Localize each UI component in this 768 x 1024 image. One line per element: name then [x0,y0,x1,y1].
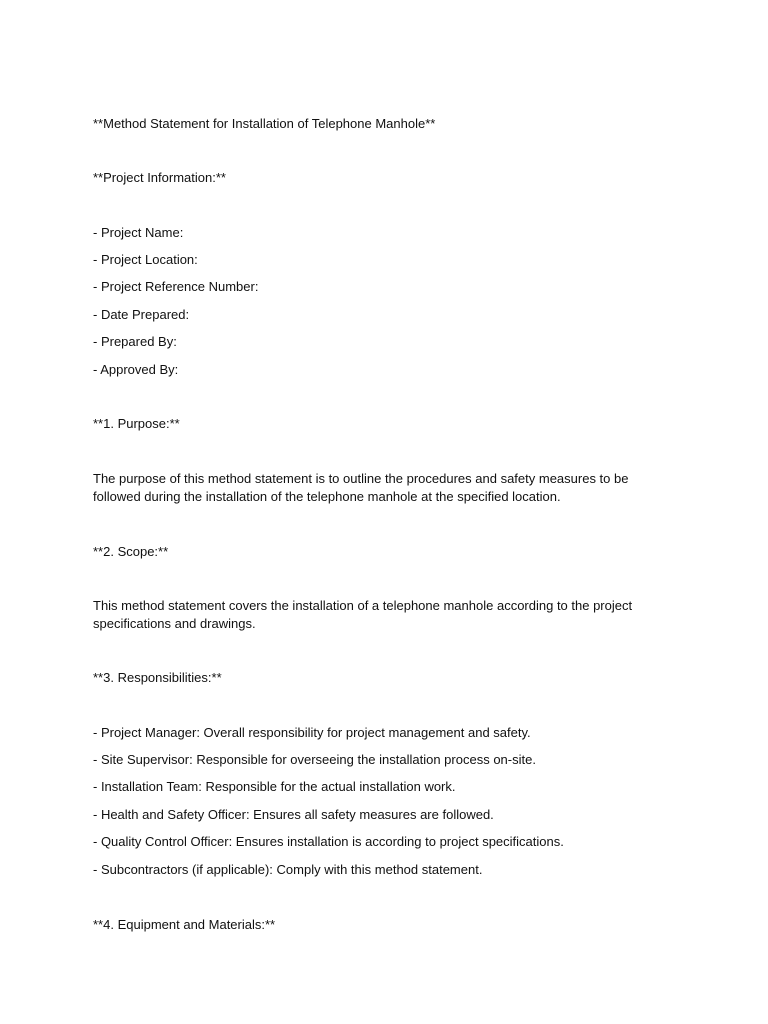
document-title: **Method Statement for Installation of Telephone Manhole** [93,116,436,131]
responsibility-item: - Quality Control Officer: Ensures installation is according to project specifications. [93,834,564,849]
project-info-heading: **Project Information:** [93,170,226,185]
responsibilities-heading: **3. Responsibilities:** [93,670,222,685]
approved-by-field: - Approved By: [93,362,179,377]
responsibility-item: - Subcontractors (if applicable): Comply with this method statement. [93,862,483,877]
prepared-by-field: - Prepared By: [93,334,177,349]
responsibility-item: - Site Supervisor: Responsible for overseeing the installation process on-site. [93,752,536,767]
responsibility-item: - Project Manager: Overall responsibility for project management and safety. [93,725,531,740]
responsibility-item: - Installation Team: Responsible for the actual installation work. [93,779,456,794]
scope-text: This method statement covers the installation of a telephone manhole according to the project specifications and drawings. [93,598,633,631]
equipment-heading: **4. Equipment and Materials:** [93,917,276,932]
project-name-field: - Project Name: [93,225,184,240]
purpose-heading: **1. Purpose:** [93,416,180,431]
date-prepared-field: - Date Prepared: [93,307,190,322]
project-reference-field: - Project Reference Number: [93,279,259,294]
project-location-field: - Project Location: [93,252,198,267]
responsibility-item: - Health and Safety Officer: Ensures all safety measures are followed. [93,807,494,822]
scope-heading: **2. Scope:** [93,544,169,559]
purpose-text: The purpose of this method statement is to outline the procedures and safety measures to be followed during the installation of the telephone manhole at the specified location. [93,471,629,504]
